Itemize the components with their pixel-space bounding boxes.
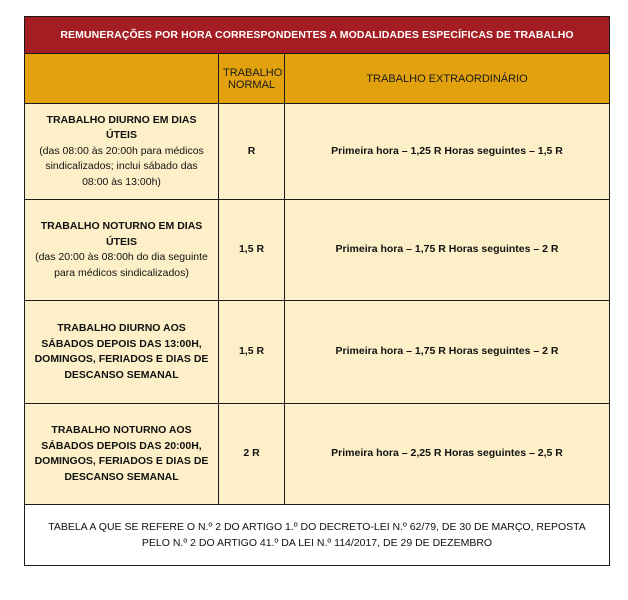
row-note: (das 08:00 às 20:00h para médicos sindicalizados; inclui sábado das 08:00 às 13:00h): [39, 144, 204, 188]
table-row: [25, 104, 610, 200]
row-description: [25, 200, 219, 301]
remuneration-table: [24, 16, 610, 566]
table-row: [25, 200, 610, 301]
table-header-row: [25, 54, 610, 104]
row-extra-value: Primeira hora – 1,75 R Horas seguintes – 2 R: [285, 200, 610, 301]
row-description: [25, 404, 219, 505]
header-normal-line1: TRABALHO: [223, 66, 283, 79]
table-footer-row: [25, 505, 610, 566]
header-normal: [219, 54, 285, 104]
table-title: REMUNERAÇÕES POR HORA CORRESPONDENTES A MODALIDADES ESPECÍFICAS DE TRABALHO: [25, 17, 610, 54]
row-note: (das 20:00 às 08:00h do dia seguinte para médicos sindicalizados): [35, 251, 208, 279]
row-title: TRABALHO DIURNO AOS SÁBADOS DEPOIS DAS 13:00H, DOMINGOS, FERIADOS E DIAS DE DESCANSO SEMANAL: [34, 322, 209, 381]
row-extra-value: Primeira hora – 1,75 R Horas seguintes – 2 R: [285, 301, 610, 404]
row-title: TRABALHO NOTURNO EM DIAS ÚTEIS: [40, 220, 203, 248]
table-row: [25, 404, 610, 505]
row-normal-value: 2 R: [219, 404, 285, 505]
row-extra-value: Primeira hora – 1,25 R Horas seguintes – 1,5 R: [285, 104, 610, 200]
row-normal-value: 1,5 R: [219, 301, 285, 404]
table-title-row: [25, 17, 610, 54]
row-description: [25, 301, 219, 404]
row-normal-value: 1,5 R: [219, 200, 285, 301]
row-extra-value: Primeira hora – 2,25 R Horas seguintes – 2,5 R: [285, 404, 610, 505]
header-normal-line2: NORMAL: [227, 78, 276, 91]
header-extra: TRABALHO EXTRAORDINÁRIO: [285, 54, 610, 104]
row-normal-value: R: [219, 104, 285, 200]
table-footer-note: TABELA A QUE SE REFERE O N.º 2 DO ARTIGO 1.º DO DECRETO-LEI N.º 62/79, DE 30 DE MARÇO, REPOSTA PELO N.º 2 DO ARTIGO 41.º DA LEI N.º 114/2017, DE 29 DE DEZEMBRO: [25, 505, 610, 566]
table-row: [25, 301, 610, 404]
row-title: TRABALHO NOTURNO AOS SÁBADOS DEPOIS DAS 20:00H, DOMINGOS, FERIADOS E DIAS DE DESCANSO SEMANAL: [34, 424, 209, 483]
row-title: TRABALHO DIURNO EM DIAS ÚTEIS: [46, 113, 197, 142]
row-description: [25, 104, 219, 200]
header-blank-cell: [25, 54, 219, 104]
